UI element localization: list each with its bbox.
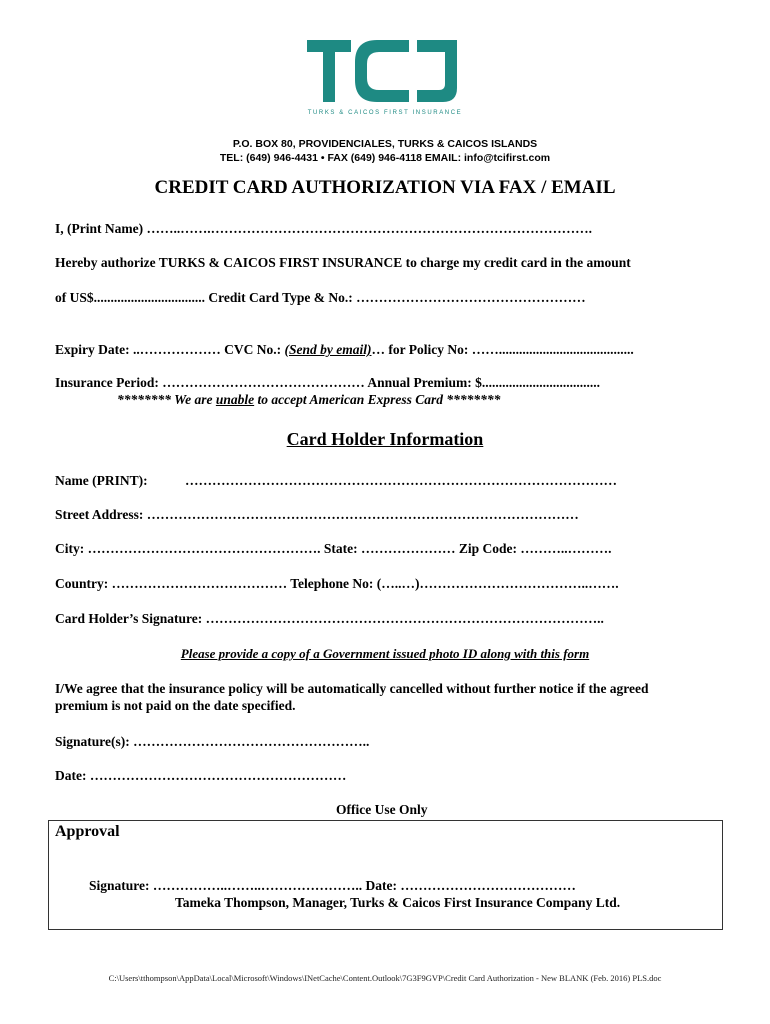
date-field[interactable]: Date: ………………………………………………… <box>55 768 347 783</box>
logo-tagline: TURKS & CAICOS FIRST INSURANCE <box>307 110 463 116</box>
city-state-zip-field[interactable]: City: ……………………………………………. State: ………………… Zip Code: ………..………. <box>55 541 612 556</box>
send-by-email-note: (Send by email) <box>284 342 372 357</box>
approver-name: Tameka Thompson, Manager, Turks & Caicos First Insurance Company Ltd. <box>175 895 621 910</box>
print-name-field[interactable]: I, (Print Name) ……..…….…………………………………………………………………………. <box>55 221 592 236</box>
amex-notice-suffix: to accept American Express Card ******** <box>254 392 501 407</box>
insurance-period-field[interactable]: Insurance Period: ……………………………………… Annual Premium: $................................... <box>55 375 601 390</box>
approval-heading: Approval <box>55 823 120 840</box>
approval-box <box>48 820 723 930</box>
amex-notice-unable: unable <box>215 392 255 407</box>
card-holder-heading: Card Holder Information <box>286 429 484 449</box>
signatures-field[interactable]: Signature(s): …………………………………………….. <box>55 734 370 749</box>
name-field[interactable]: …………………………………………………………………………………… <box>185 473 617 488</box>
amount-card-field[interactable]: of US$................................. Credit Card Type & No.: …………………………………………… <box>55 290 586 305</box>
file-path-footer: C:\Users\tthompson\AppData\Local\Microsoft\Windows\INetCache\Content.Outlook\7G3F9GVP\Credit Card Authorization - New BLANK (Feb. 2016) PLS.doc <box>108 973 662 983</box>
street-address-field[interactable]: Street Address: …………………………………………………………………………………… <box>55 507 579 522</box>
amex-notice-prefix: ******** We are <box>117 392 216 407</box>
approval-signature-field[interactable]: Signature: ……………..……..………………….. Date: ………………………………… <box>89 878 576 893</box>
expiry-cvc-policy-field[interactable] <box>55 342 634 358</box>
policy-label: … for Policy No: ……........................................ <box>371 342 634 357</box>
card-holder-signature-field[interactable]: Card Holder’s Signature: …………………………………………………………………………….. <box>55 611 604 626</box>
expiry-cvc-label: Expiry Date: ..……………… CVC No.: <box>55 342 285 357</box>
office-use-label: Office Use Only <box>336 802 428 817</box>
authorization-text: Hereby authorize TURKS & CAICOS FIRST INSURANCE to charge my credit card in the amount <box>55 255 631 270</box>
address-line-1: P.O. BOX 80, PROVIDENCIALES, TURKS & CAICOS ISLANDS <box>232 138 538 150</box>
amex-notice <box>117 392 500 408</box>
name-label: Name (PRINT): <box>55 473 148 488</box>
agreement-line-2: premium is not paid on the date specified. <box>55 698 296 713</box>
address-line-2: TEL: (649) 946-4431 • FAX (649) 946-4118 EMAIL: info@tcifirst.com <box>219 152 551 164</box>
page-title: CREDIT CARD AUTHORIZATION VIA FAX / EMAIL <box>154 177 616 198</box>
country-telephone-field[interactable]: Country: ………………………………… Telephone No: (…..…)………………………………..……. <box>55 576 619 591</box>
company-logo <box>305 38 465 124</box>
agreement-line-1: I/We agree that the insurance policy will be automatically cancelled without further notice if the agreed <box>55 681 649 696</box>
id-notice: Please provide a copy of a Government issued photo ID along with this form <box>180 646 590 661</box>
